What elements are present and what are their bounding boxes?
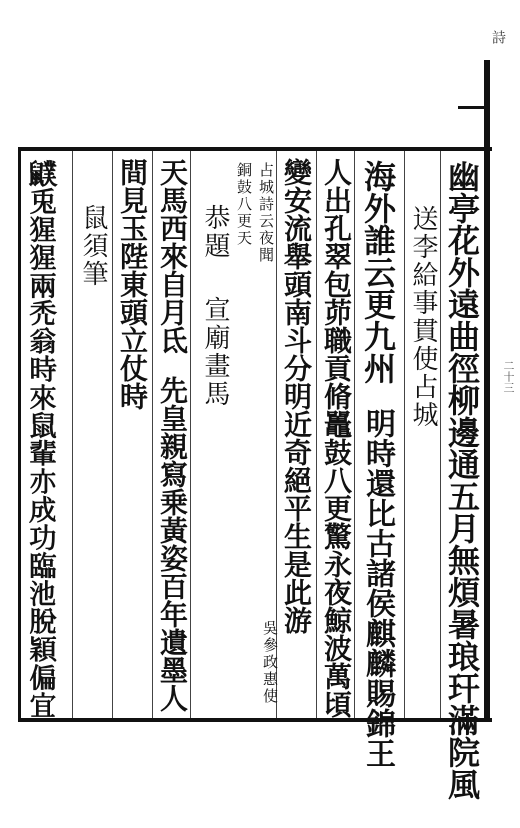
fold-margin-mark <box>484 60 490 150</box>
margin-title: 詩 <box>490 30 506 46</box>
page-number: 二十三 <box>502 360 515 393</box>
frame-left-border <box>18 147 21 722</box>
text-column-7b: 先皇親寫乗黃姿百年遺墨人 <box>156 376 189 712</box>
text-column-3a: 海外誰云更九州 <box>359 160 397 384</box>
column-rule <box>112 151 113 718</box>
column-rule <box>190 151 191 718</box>
text-column-6a: 恭題 <box>200 204 230 260</box>
note-column-c: 銅鼓八更天 <box>235 162 253 247</box>
column-rule <box>152 151 153 718</box>
note-column-a: 吳參政惠使 <box>261 620 279 705</box>
text-column-1: 幽亭花外遠曲徑柳邊通五月無煩暑琅玕滿院風 <box>443 160 481 800</box>
column-rule <box>316 151 317 718</box>
fold-margin-bar <box>458 106 488 109</box>
text-column-4: 人出孔翠包茆職貢脩鼉鼓八更驚永夜鯨波萬頃 <box>320 158 353 718</box>
text-column-7a: 天馬西來自月氐 <box>156 158 189 354</box>
frame-right-border <box>484 147 490 722</box>
column-rule <box>440 151 441 718</box>
text-column-8: 間見玉陛東頭立仗時 <box>116 158 149 410</box>
text-column-3b: 明時還比古諸侯麒麟賜錦王 <box>360 408 395 768</box>
frame-bottom-border <box>18 718 492 722</box>
text-column-5a: 變安流舉頭南斗分明近奇絕平生是此游 <box>280 158 313 634</box>
note-column-b: 占城詩云夜聞 <box>257 162 275 264</box>
text-column-10: 𪖈兎猩猩兩禿翁時來鼠輩亦成功臨池脫穎偏宜 <box>26 158 59 718</box>
column-rule <box>354 151 355 718</box>
text-column-6b: 宣廟畫馬 <box>200 296 230 408</box>
column-rule <box>404 151 405 718</box>
text-column-2: 送李給事貫使占城 <box>408 205 438 429</box>
text-column-9: 鼠須筆 <box>78 204 108 288</box>
frame-top-border <box>18 147 492 151</box>
column-rule <box>72 151 73 718</box>
